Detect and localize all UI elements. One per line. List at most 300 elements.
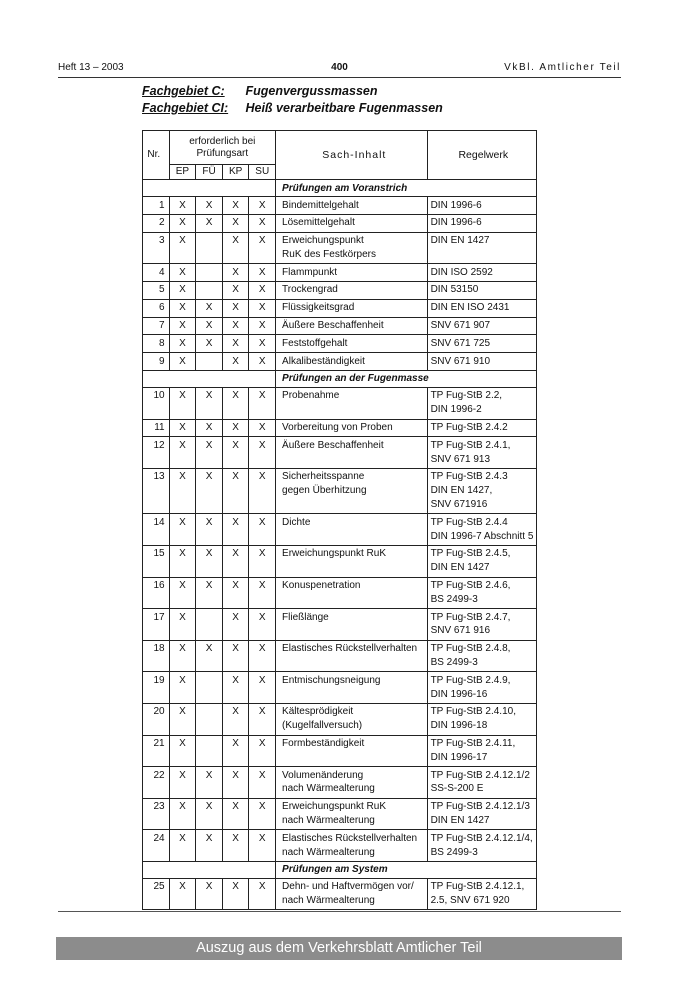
cell-nr: 4 (143, 264, 170, 282)
cell-kp: X (222, 468, 249, 513)
cell-sach (276, 232, 428, 264)
cell-reg (427, 577, 536, 609)
cell-kp: X (222, 609, 249, 641)
cell-ep: X (169, 545, 196, 577)
cell-sach-line: Volumenänderung (282, 769, 364, 781)
cell-nr: 2 (143, 214, 170, 232)
header-rule (58, 77, 621, 78)
cell-sach (276, 387, 428, 419)
cell-nr: 25 (143, 878, 170, 910)
cell-reg (427, 197, 536, 215)
cell-reg-line: SNV 671916 (430, 499, 488, 511)
cell-su: X (249, 468, 276, 513)
cell-fu: X (196, 830, 223, 862)
cell-fu: X (196, 798, 223, 830)
table-row (143, 514, 537, 546)
col-header-nr: Nr. (143, 131, 170, 180)
cell-reg-line: TP Fug-StB 2.4.12.1/2 (430, 769, 530, 781)
cell-nr: 9 (143, 353, 170, 371)
cell-sach-line: Konuspenetration (282, 580, 361, 592)
cell-su: X (249, 264, 276, 282)
cell-reg (427, 468, 536, 513)
cell-kp: X (222, 703, 249, 735)
cell-su: X (249, 353, 276, 371)
cell-sach-line: Elastisches Rückstellverhalten (282, 832, 418, 844)
cell-kp: X (222, 299, 249, 317)
cell-fu: X (196, 468, 223, 513)
cell-ep: X (169, 577, 196, 609)
cell-reg-line: SNV 671 910 (430, 355, 491, 367)
cell-reg-line: TP Fug-StB 2.4.12.1, (430, 881, 525, 893)
cell-sach-line: Entmischungsneigung (282, 674, 381, 686)
cell-su: X (249, 197, 276, 215)
cell-ep: X (169, 767, 196, 799)
cell-fu: X (196, 545, 223, 577)
cell-ep: X (169, 798, 196, 830)
cell-sach-line: Äußere Beschaffenheit (282, 320, 384, 332)
col-header-su: SU (249, 165, 276, 180)
cell-reg-line: SNV 671 725 (430, 337, 491, 349)
cell-fu: X (196, 299, 223, 317)
cell-fu: X (196, 767, 223, 799)
cell-su: X (249, 437, 276, 469)
table-row (143, 798, 537, 830)
cell-nr: 3 (143, 232, 170, 264)
table-row (143, 468, 537, 513)
cell-sach-line: nach Wärmealterung (282, 814, 375, 826)
cell-sach-line: Kältesprödigkeit (282, 706, 354, 718)
cell-reg-line: TP Fug-StB 2.4.1, (430, 439, 511, 451)
cell-su: X (249, 299, 276, 317)
cell-ep: X (169, 335, 196, 353)
section-title: Prüfungen am Voranstrich (276, 180, 537, 197)
cell-sach (276, 545, 428, 577)
cell-nr: 18 (143, 640, 170, 672)
cell-kp: X (222, 317, 249, 335)
cell-reg-line: TP Fug-StB 2.4.9, (430, 674, 511, 686)
cell-kp: X (222, 798, 249, 830)
cell-reg-line: TP Fug-StB 2.4.12.1/3 (430, 801, 530, 813)
cell-su: X (249, 830, 276, 862)
cell-sach-line: Erweichungspunkt (282, 235, 364, 247)
cell-su: X (249, 878, 276, 910)
cell-nr: 20 (143, 703, 170, 735)
cell-kp: X (222, 437, 249, 469)
cell-reg-line: DIN EN 1427 (430, 562, 490, 574)
cell-sach (276, 703, 428, 735)
table-body (143, 180, 537, 910)
cell-nr: 21 (143, 735, 170, 767)
cell-ep: X (169, 317, 196, 335)
cell-reg-line: DIN EN 1427 (430, 814, 490, 826)
cell-reg-line: SNV 671 916 (430, 625, 491, 637)
cell-kp: X (222, 640, 249, 672)
table-row (143, 703, 537, 735)
cell-sach-line: (Kugelfallversuch) (282, 720, 363, 732)
cell-nr: 5 (143, 281, 170, 299)
col-header-sach: Sach-Inhalt (276, 131, 428, 180)
cell-kp: X (222, 353, 249, 371)
col-header-erforderlich (169, 131, 275, 165)
cell-kp: X (222, 197, 249, 215)
cell-fu (196, 609, 223, 641)
cell-sach (276, 353, 428, 371)
cell-kp: X (222, 830, 249, 862)
cell-kp: X (222, 281, 249, 299)
cell-reg-line: SS-S-200 E (430, 783, 484, 795)
cell-sach (276, 640, 428, 672)
cell-fu (196, 672, 223, 704)
table-row (143, 735, 537, 767)
cell-reg-line: TP Fug-StB 2.4.10, (430, 706, 516, 718)
cell-ep: X (169, 830, 196, 862)
col-header-fu: FÜ (196, 165, 223, 180)
cell-reg-line: DIN 1996-18 (430, 720, 488, 732)
cell-su: X (249, 640, 276, 672)
cell-kp: X (222, 577, 249, 609)
section-spacer (143, 180, 276, 197)
cell-ep: X (169, 437, 196, 469)
cell-reg (427, 609, 536, 641)
cell-nr: 8 (143, 335, 170, 353)
table-row (143, 437, 537, 469)
cell-sach-line: Bindemittelgehalt (282, 199, 359, 211)
cell-reg-line: TP Fug-StB 2.4.8, (430, 643, 511, 655)
cell-sach-line: Vorbereitung von Proben (282, 422, 393, 434)
cell-reg-line: TP Fug-StB 2.4.4 (430, 516, 508, 528)
cell-ep: X (169, 299, 196, 317)
section-row (143, 370, 537, 387)
cell-reg (427, 335, 536, 353)
cell-ep: X (169, 878, 196, 910)
cell-reg-line: DIN ISO 2592 (430, 266, 493, 278)
cell-sach-line: Erweichungspunkt RuK (282, 801, 386, 813)
cell-reg-line: TP Fug-StB 2.4.6, (430, 580, 511, 592)
cell-sach (276, 798, 428, 830)
cell-sach-line: Äußere Beschaffenheit (282, 439, 384, 451)
cell-ep: X (169, 387, 196, 419)
erforderlich-line2: Prüfungsart (196, 147, 249, 159)
field-c-value: Fugenvergussmassen (245, 84, 378, 98)
table-row (143, 214, 537, 232)
cell-sach-line: nach Wärmealterung (282, 846, 375, 858)
cell-reg-line: TP Fug-StB 2.4.11, (430, 738, 516, 749)
cell-sach-line: nach Wärmealterung (282, 895, 375, 907)
cell-ep: X (169, 609, 196, 641)
cell-reg-line: TP Fug-StB 2.2, (430, 390, 503, 402)
cell-fu: X (196, 577, 223, 609)
test-table (142, 130, 537, 910)
cell-su: X (249, 419, 276, 437)
cell-reg (427, 640, 536, 672)
cell-ep: X (169, 735, 196, 767)
cell-reg (427, 437, 536, 469)
cell-reg-line: SNV 671 907 (430, 320, 491, 332)
cell-sach-line: Flüssigkeitsgrad (282, 302, 355, 314)
cell-reg (427, 214, 536, 232)
cell-nr: 14 (143, 514, 170, 546)
cell-sach-line: Dichte (282, 516, 311, 528)
cell-kp: X (222, 419, 249, 437)
table-row (143, 232, 537, 264)
cell-su: X (249, 281, 276, 299)
cell-reg-line: DIN 1996-2 (430, 404, 482, 416)
table-row (143, 577, 537, 609)
col-header-regelwerk: Regelwerk (427, 131, 536, 180)
cell-reg-line: TP Fug-StB 2.4.2 (430, 422, 508, 434)
cell-kp: X (222, 232, 249, 264)
cell-ep: X (169, 214, 196, 232)
cell-sach-line: Probenahme (282, 390, 340, 402)
cell-sach-line: Feststoffgehalt (282, 337, 348, 349)
cell-reg (427, 281, 536, 299)
cell-sach-line: Formbeständigkeit (282, 738, 365, 749)
cell-fu: X (196, 197, 223, 215)
cell-reg (427, 317, 536, 335)
table-row (143, 545, 537, 577)
cell-kp: X (222, 214, 249, 232)
cell-kp: X (222, 672, 249, 704)
publication-label: VkBl. Amtlicher Teil (504, 62, 621, 73)
cell-reg (427, 299, 536, 317)
cell-sach (276, 609, 428, 641)
cell-sach (276, 514, 428, 546)
cell-nr: 13 (143, 468, 170, 513)
cell-reg-line: BS 2499-3 (430, 593, 478, 605)
cell-sach (276, 735, 428, 767)
cell-nr: 17 (143, 609, 170, 641)
cell-ep: X (169, 419, 196, 437)
cell-su: X (249, 335, 276, 353)
cell-fu (196, 735, 223, 767)
table-row (143, 335, 537, 353)
section-title: Prüfungen am System (276, 861, 537, 878)
cell-su: X (249, 672, 276, 704)
table-row (143, 197, 537, 215)
cell-reg (427, 387, 536, 419)
table-row (143, 640, 537, 672)
cell-reg (427, 767, 536, 799)
cell-sach-line: Dehn- und Haftvermögen vor/ (282, 881, 414, 893)
cell-su: X (249, 798, 276, 830)
cell-sach-line: Trockengrad (282, 284, 338, 296)
cell-su: X (249, 577, 276, 609)
cell-kp: X (222, 878, 249, 910)
cell-ep: X (169, 197, 196, 215)
cell-reg-line: 2.5, SNV 671 920 (430, 895, 510, 907)
cell-reg-line: TP Fug-StB 2.4.7, (430, 611, 511, 623)
cell-reg (427, 735, 536, 767)
section-row (143, 180, 537, 197)
cell-sach-line: Erweichungspunkt RuK (282, 548, 386, 560)
cell-nr: 6 (143, 299, 170, 317)
cell-ep: X (169, 353, 196, 371)
table-row (143, 317, 537, 335)
cell-reg-line: DIN 53150 (430, 284, 479, 296)
cell-sach (276, 437, 428, 469)
cell-su: X (249, 387, 276, 419)
cell-su: X (249, 214, 276, 232)
cell-sach (276, 577, 428, 609)
cell-kp: X (222, 767, 249, 799)
field-ci-key: Fachgebiet CI: (142, 101, 229, 115)
cell-ep: X (169, 640, 196, 672)
cell-nr: 10 (143, 387, 170, 419)
cell-sach-line: nach Wärmealterung (282, 783, 375, 795)
table-row (143, 419, 537, 437)
cell-su: X (249, 317, 276, 335)
cell-nr: 16 (143, 577, 170, 609)
cell-kp: X (222, 514, 249, 546)
col-header-kp: KP (222, 165, 249, 180)
cell-reg (427, 798, 536, 830)
cell-nr: 1 (143, 197, 170, 215)
cell-kp: X (222, 335, 249, 353)
table-row (143, 609, 537, 641)
cell-ep: X (169, 672, 196, 704)
table-row (143, 878, 537, 910)
cell-reg-line: TP Fug-StB 2.4.12.1/4, (430, 832, 533, 844)
table-row (143, 353, 537, 371)
table-row (143, 387, 537, 419)
page-number: 400 (331, 62, 348, 73)
field-c-key: Fachgebiet C: (142, 84, 225, 98)
cell-nr: 22 (143, 767, 170, 799)
cell-fu: X (196, 335, 223, 353)
cell-sach-line: Alkalibeständigkeit (282, 355, 365, 367)
cell-reg (427, 545, 536, 577)
cell-reg (427, 419, 536, 437)
cell-su: X (249, 514, 276, 546)
cell-sach-line: gegen Überhitzung (282, 485, 367, 497)
cell-reg-line: TP Fug-StB 2.4.5, (430, 548, 511, 560)
section-spacer (143, 370, 276, 387)
col-header-ep: EP (169, 165, 196, 180)
cell-reg-line: DIN EN ISO 2431 (430, 302, 510, 314)
section-title: Prüfungen an der Fugenmasse (276, 370, 537, 387)
cell-nr: 12 (143, 437, 170, 469)
table-row (143, 264, 537, 282)
cell-reg-line: SNV 671 913 (430, 453, 491, 465)
cell-sach (276, 197, 428, 215)
table-row (143, 299, 537, 317)
cell-sach-line: Elastisches Rückstellverhalten (282, 643, 418, 655)
cell-reg (427, 514, 536, 546)
page-header (58, 62, 621, 76)
cell-nr: 7 (143, 317, 170, 335)
cell-sach (276, 468, 428, 513)
cell-ep: X (169, 514, 196, 546)
cell-fu: X (196, 419, 223, 437)
cell-sach (276, 767, 428, 799)
cell-fu (196, 281, 223, 299)
cell-fu: X (196, 214, 223, 232)
cell-su: X (249, 703, 276, 735)
cell-fu (196, 232, 223, 264)
cell-sach (276, 878, 428, 910)
cell-fu (196, 264, 223, 282)
cell-sach-line: Lösemittelgehalt (282, 217, 355, 229)
field-ci-value: Heiß verarbeitbare Fugenmassen (245, 101, 443, 115)
cell-reg-line: DIN 1996-17 (430, 751, 488, 763)
cell-fu: X (196, 878, 223, 910)
cell-su: X (249, 767, 276, 799)
field-ci (142, 101, 443, 115)
cell-reg (427, 264, 536, 282)
cell-sach (276, 419, 428, 437)
table-row (143, 281, 537, 299)
cell-sach-line: Fließlänge (282, 611, 329, 623)
cell-fu: X (196, 387, 223, 419)
cell-ep: X (169, 703, 196, 735)
cell-reg-line: BS 2499-3 (430, 846, 478, 858)
cell-kp: X (222, 387, 249, 419)
cell-nr: 24 (143, 830, 170, 862)
cell-reg-line: DIN 1996-7 Abschnitt 5 (430, 530, 534, 542)
cell-reg-line: BS 2499-3 (430, 657, 478, 669)
cell-kp: X (222, 735, 249, 767)
erforderlich-line1: erforderlich bei (189, 135, 256, 147)
table-row (143, 767, 537, 799)
cell-fu: X (196, 640, 223, 672)
cell-nr: 15 (143, 545, 170, 577)
field-c (142, 84, 377, 98)
cell-reg (427, 878, 536, 910)
cell-sach (276, 672, 428, 704)
cell-sach (276, 830, 428, 862)
cell-fu: X (196, 317, 223, 335)
cell-su: X (249, 232, 276, 264)
cell-sach (276, 264, 428, 282)
cell-ep: X (169, 468, 196, 513)
cell-sach (276, 281, 428, 299)
footer-banner: Auszug aus dem Verkehrsblatt Amtlicher Teil (56, 937, 622, 960)
cell-reg-line: DIN 1996-16 (430, 688, 488, 700)
cell-su: X (249, 545, 276, 577)
cell-sach (276, 317, 428, 335)
cell-fu (196, 703, 223, 735)
cell-nr: 23 (143, 798, 170, 830)
cell-reg (427, 232, 536, 264)
cell-su: X (249, 609, 276, 641)
cell-sach-line: Flammpunkt (282, 266, 338, 278)
cell-kp: X (222, 545, 249, 577)
table-row (143, 672, 537, 704)
cell-kp: X (222, 264, 249, 282)
cell-fu: X (196, 514, 223, 546)
cell-ep: X (169, 281, 196, 299)
cell-reg (427, 703, 536, 735)
section-spacer (143, 861, 276, 878)
cell-reg-line: DIN 1996-6 (430, 217, 482, 229)
cell-reg-line: DIN EN 1427 (430, 235, 490, 247)
cell-fu (196, 353, 223, 371)
cell-reg-line: TP Fug-StB 2.4.3 (430, 471, 508, 483)
table-row (143, 830, 537, 862)
cell-sach (276, 299, 428, 317)
issue-label: Heft 13 – 2003 (58, 62, 124, 73)
cell-sach (276, 214, 428, 232)
cell-ep: X (169, 232, 196, 264)
cell-nr: 11 (143, 419, 170, 437)
footer-rule (58, 911, 621, 912)
cell-reg-line: DIN 1996-6 (430, 199, 482, 211)
cell-sach-line: RuK des Festkörpers (282, 248, 376, 260)
cell-su: X (249, 735, 276, 767)
cell-ep: X (169, 264, 196, 282)
cell-sach (276, 335, 428, 353)
cell-sach-line: Sicherheitsspanne (282, 471, 365, 483)
